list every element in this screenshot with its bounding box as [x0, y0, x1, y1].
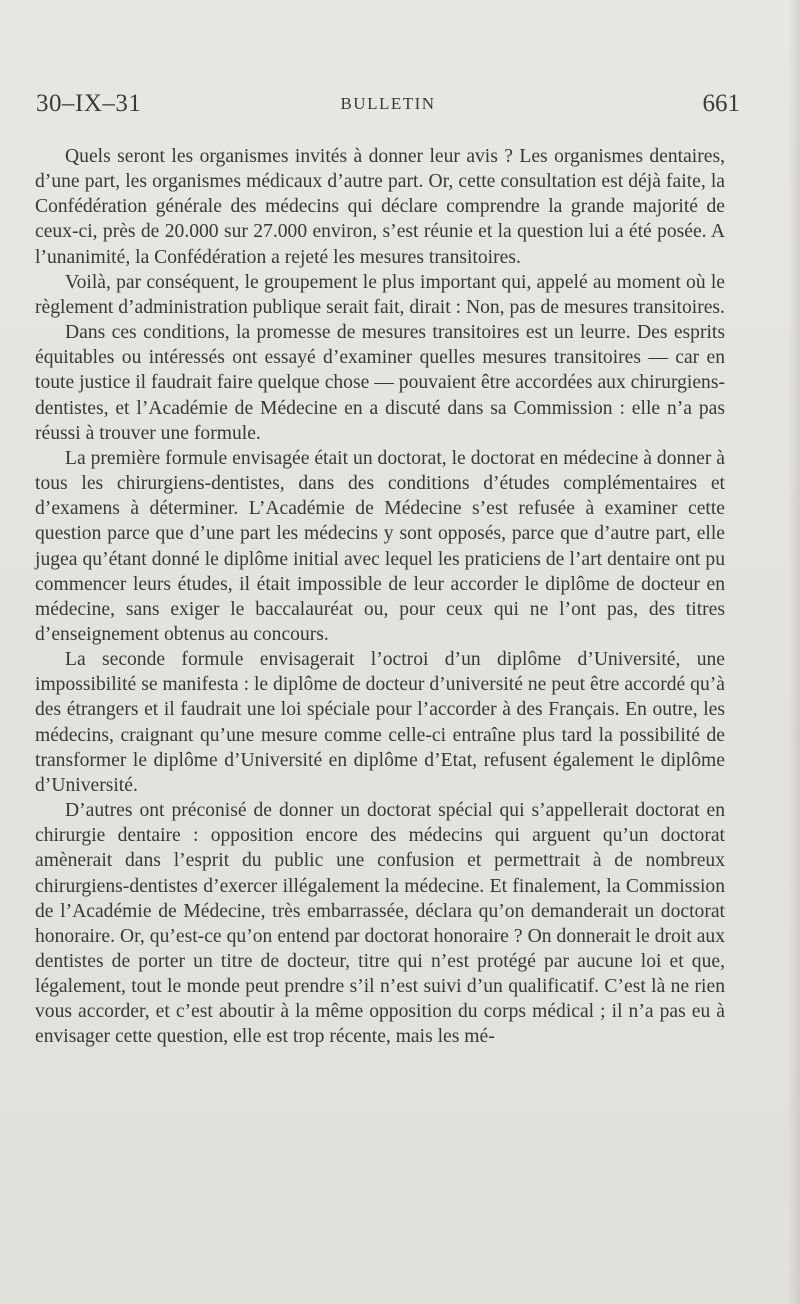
header-date: 30–IX–31 [36, 90, 142, 117]
running-header [36, 90, 740, 124]
paragraph: D’autres ont préconisé de donner un doctorat spécial qui s’appellerait doctorat en chirurgie dentaire : opposition encore des médecins qui arguent qu’un doctorat amènerait dans l’esprit du public une confusion et permettrait à de nombreux chirurgiens-dentistes d’exercer illégalement la médecine. Et finalement, la Commission de l’Académie de Médecine, très embarrassée, déclara qu’on demanderait un doctorat honoraire. Or, qu’est-ce qu’on entend par doctorat honoraire ? On donnerait le droit aux dentistes de porter un titre de docteur, titre qui n’est protégé par aucune loi et que, légalement, tout le monde peut prendre s’il n’est suivi d’un qualificatif. C’est là ne rien vous accorder, et c’est aboutir à la même opposition du corps médical ; il n’a pas eu à envisager cette question, elle est trop récente, mais les mé- [35, 800, 725, 1048]
body-text [35, 144, 725, 1050]
page-number: 661 [702, 90, 740, 117]
paragraph: Dans ces conditions, la promesse de mesures transitoires est un leurre. Des esprits équitables ou intéressés ont essayé d’examiner quelles mesures transitoires — car en toute justice il faudrait faire quelque chose — pouvaient être accordées aux chirurgiens-dentistes, et l’Académie de Médecine en a discuté dans sa Commission : elle n’a pas réussi à trouver une formule. [35, 322, 725, 444]
page-edge-shadow [788, 0, 800, 1304]
paragraph: La seconde formule envisagerait l’octroi d’un diplôme d’Université, une impossibilité se manifesta : le diplôme de docteur d’université ne peut être accordé qu’à des étrangers et il faudrait une loi spéciale pour l’accorder à des Français. En outre, les médecins, craignant qu’une mesure comme celle-ci entraîne plus tard la possibilité de transformer le diplôme d’Université en diplôme d’Etat, refusent également le diplôme d’Université. [35, 649, 725, 796]
header-title: BULLETIN [340, 94, 436, 113]
paragraph: Quels seront les organismes invités à donner leur avis ? Les organismes dentaires, d’une part, les organismes médicaux d’autre part. Or, cette consultation est déjà faite, la Confédération générale des médecins qui déclare comprendre la grande majorité de ceux-ci, près de 20.000 sur 27.000 environ, s’est réunie et la question lui a été posée. A l’unanimité, la Confédération a rejeté les mesures transitoires. [35, 146, 725, 268]
paragraph: Voilà, par conséquent, le groupement le plus important qui, appelé au moment où le règlement d’administration publique serait fait, dirait : Non, pas de mesures transitoires. [35, 271, 725, 318]
paragraph: La première formule envisagée était un doctorat, le doctorat en médecine à donner à tous les chirurgiens-dentistes, dans des conditions d’études complémentaires et d’examens à déterminer. L’Académie de Médecine s’est refusée à examiner cette question parce que d’une part les médecins y sont opposés, parce que d’autre part, elle jugea qu’étant donné le diplôme initial avec lequel les praticiens de l’art dentaire ont pu commencer leurs études, il était impossible de leur accorder le diplôme de docteur en médecine, sans exiger le baccalauréat ou, pour ceux qui ne l’ont pas, des titres d’enseignement obtenus au concours. [35, 447, 725, 645]
